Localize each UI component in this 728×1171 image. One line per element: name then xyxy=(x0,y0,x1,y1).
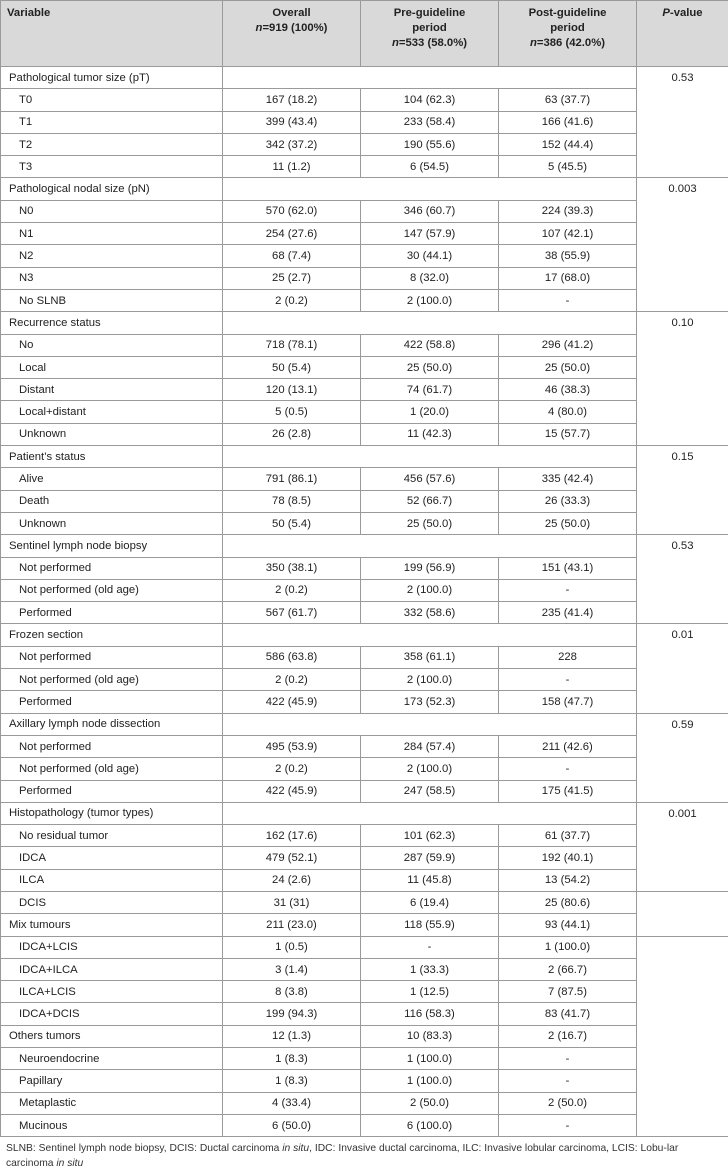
row-label: No residual tumor xyxy=(1,825,223,847)
post-cell: 211 (42.6) xyxy=(499,735,637,757)
group-label: Pathological nodal size (pN) xyxy=(1,178,223,200)
overall-cell: 78 (8.5) xyxy=(223,490,361,512)
group-row xyxy=(1,67,728,89)
overall-cell: 5 (0.5) xyxy=(223,401,361,423)
pre-cell: 74 (61.7) xyxy=(361,379,499,401)
row-label: Mix tumours xyxy=(1,914,223,936)
p-value-cell xyxy=(637,936,728,1137)
post-cell: 235 (41.4) xyxy=(499,602,637,624)
pre-cell: 25 (50.0) xyxy=(361,512,499,534)
group-label: Histopathology (tumor types) xyxy=(1,802,223,824)
group-row xyxy=(1,624,728,646)
table-row xyxy=(1,156,728,178)
overall-cell: 570 (62.0) xyxy=(223,200,361,222)
post-cell: 175 (41.5) xyxy=(499,780,637,802)
post-cell: 152 (44.4) xyxy=(499,133,637,155)
row-label: Alive xyxy=(1,468,223,490)
footnote-italic-1: in situ xyxy=(282,1143,309,1154)
post-cell: 1 (100.0) xyxy=(499,936,637,958)
overall-cell: 12 (1.3) xyxy=(223,1025,361,1047)
header-overall-count: =919 (100%) xyxy=(262,22,327,34)
post-cell: - xyxy=(499,1048,637,1070)
row-label: Performed xyxy=(1,780,223,802)
overall-cell: 50 (5.4) xyxy=(223,356,361,378)
p-value-cell: 0.53 xyxy=(637,535,728,624)
table-row xyxy=(1,133,728,155)
header-post-title: Post-guideline xyxy=(529,7,607,19)
row-label: Papillary xyxy=(1,1070,223,1092)
row-label: DCIS xyxy=(1,891,223,913)
footnote-text-2: , IDC: Invasive ductal carcinoma, ILC: Invasive lobular carcinoma, LCIS: Lobu-lar carcinoma xyxy=(6,1143,678,1169)
overall-cell: 2 (0.2) xyxy=(223,758,361,780)
table-row xyxy=(1,602,728,624)
post-cell: 25 (80.6) xyxy=(499,891,637,913)
pre-cell: 25 (50.0) xyxy=(361,356,499,378)
table-row xyxy=(1,267,728,289)
pre-cell: 233 (58.4) xyxy=(361,111,499,133)
row-label: IDCA+LCIS xyxy=(1,936,223,958)
post-cell: 4 (80.0) xyxy=(499,401,637,423)
row-label: Performed xyxy=(1,602,223,624)
row-label: IDCA+DCIS xyxy=(1,1003,223,1025)
row-label: N1 xyxy=(1,223,223,245)
post-cell: 26 (33.3) xyxy=(499,490,637,512)
table-body xyxy=(1,67,728,1137)
row-label: Metaplastic xyxy=(1,1092,223,1114)
row-label: N3 xyxy=(1,267,223,289)
overall-cell: 11 (1.2) xyxy=(223,156,361,178)
table-row xyxy=(1,200,728,222)
p-value-cell: 0.001 xyxy=(637,802,728,891)
table-header xyxy=(1,1,728,67)
table-row xyxy=(1,1048,728,1070)
pre-cell: 116 (58.3) xyxy=(361,1003,499,1025)
overall-cell: 211 (23.0) xyxy=(223,914,361,936)
table-row xyxy=(1,579,728,601)
pre-cell: 30 (44.1) xyxy=(361,245,499,267)
table-row xyxy=(1,468,728,490)
overall-cell: 4 (33.4) xyxy=(223,1092,361,1114)
overall-cell: 254 (27.6) xyxy=(223,223,361,245)
overall-cell: 342 (37.2) xyxy=(223,133,361,155)
pre-cell: 287 (59.9) xyxy=(361,847,499,869)
post-cell: 17 (68.0) xyxy=(499,267,637,289)
post-cell: 2 (50.0) xyxy=(499,1092,637,1114)
table-row xyxy=(1,289,728,311)
table-row xyxy=(1,936,728,958)
overall-cell: 791 (86.1) xyxy=(223,468,361,490)
header-overall-n: n xyxy=(256,22,263,34)
overall-cell: 68 (7.4) xyxy=(223,245,361,267)
table-row xyxy=(1,847,728,869)
header-variable: Variable xyxy=(1,1,223,67)
overall-cell: 1 (8.3) xyxy=(223,1048,361,1070)
group-label: Patient’s status xyxy=(1,446,223,468)
table-row xyxy=(1,557,728,579)
header-post-count: =386 (42.0%) xyxy=(537,37,605,49)
post-cell: 25 (50.0) xyxy=(499,356,637,378)
overall-cell: 120 (13.1) xyxy=(223,379,361,401)
header-post xyxy=(499,1,637,67)
row-label: No SLNB xyxy=(1,289,223,311)
pre-cell: 2 (100.0) xyxy=(361,669,499,691)
overall-cell: 422 (45.9) xyxy=(223,780,361,802)
post-cell: 151 (43.1) xyxy=(499,557,637,579)
pre-cell: 11 (45.8) xyxy=(361,869,499,891)
row-label: Not performed xyxy=(1,735,223,757)
table-row xyxy=(1,356,728,378)
pre-cell: 6 (100.0) xyxy=(361,1114,499,1136)
pre-cell: 1 (12.5) xyxy=(361,981,499,1003)
overall-cell: 495 (53.9) xyxy=(223,735,361,757)
overall-cell: 24 (2.6) xyxy=(223,869,361,891)
pre-cell: 284 (57.4) xyxy=(361,735,499,757)
pre-cell: 247 (58.5) xyxy=(361,780,499,802)
overall-cell: 2 (0.2) xyxy=(223,669,361,691)
post-cell: - xyxy=(499,579,637,601)
row-label: N0 xyxy=(1,200,223,222)
table-row xyxy=(1,401,728,423)
pre-cell: 2 (100.0) xyxy=(361,579,499,601)
overall-cell: 162 (17.6) xyxy=(223,825,361,847)
post-cell: 158 (47.7) xyxy=(499,691,637,713)
post-cell: 166 (41.6) xyxy=(499,111,637,133)
overall-cell: 399 (43.4) xyxy=(223,111,361,133)
group-spacer xyxy=(223,446,637,468)
row-label: Others tumors xyxy=(1,1025,223,1047)
table-row xyxy=(1,379,728,401)
group-label: Pathological tumor size (pT) xyxy=(1,67,223,89)
pre-cell: 8 (32.0) xyxy=(361,267,499,289)
pre-cell: 422 (58.8) xyxy=(361,334,499,356)
row-label: Unknown xyxy=(1,423,223,445)
table-row xyxy=(1,490,728,512)
group-row xyxy=(1,312,728,334)
row-label: No xyxy=(1,334,223,356)
footnote-italic-2: in situ xyxy=(56,1158,83,1169)
group-spacer xyxy=(223,713,637,735)
table-row xyxy=(1,825,728,847)
table-row xyxy=(1,223,728,245)
pre-cell: 1 (100.0) xyxy=(361,1070,499,1092)
row-label: Local xyxy=(1,356,223,378)
overall-cell: 422 (45.9) xyxy=(223,691,361,713)
header-overall-title: Overall xyxy=(272,7,310,19)
header-post-n: n xyxy=(530,37,537,49)
p-value-cell: 0.10 xyxy=(637,312,728,446)
table-row xyxy=(1,423,728,445)
row-label: Not performed xyxy=(1,646,223,668)
overall-cell: 3 (1.4) xyxy=(223,958,361,980)
table-row xyxy=(1,111,728,133)
row-label: Neuroendocrine xyxy=(1,1048,223,1070)
post-cell: 13 (54.2) xyxy=(499,869,637,891)
pre-cell: 11 (42.3) xyxy=(361,423,499,445)
group-row xyxy=(1,802,728,824)
row-label: T1 xyxy=(1,111,223,133)
overall-cell: 718 (78.1) xyxy=(223,334,361,356)
group-spacer xyxy=(223,535,637,557)
overall-cell: 167 (18.2) xyxy=(223,89,361,111)
header-overall xyxy=(223,1,361,67)
header-post-period: period xyxy=(550,22,585,34)
table-row xyxy=(1,891,728,913)
p-value-cell: 0.15 xyxy=(637,446,728,535)
header-p-value xyxy=(637,1,728,67)
header-pre-count: =533 (58.0%) xyxy=(399,37,467,49)
pre-cell: 456 (57.6) xyxy=(361,468,499,490)
pre-cell: 52 (66.7) xyxy=(361,490,499,512)
overall-cell: 350 (38.1) xyxy=(223,557,361,579)
table-row xyxy=(1,735,728,757)
table-row xyxy=(1,512,728,534)
overall-cell: 199 (94.3) xyxy=(223,1003,361,1025)
pre-cell: - xyxy=(361,936,499,958)
table-row xyxy=(1,1025,728,1047)
pre-cell: 332 (58.6) xyxy=(361,602,499,624)
overall-cell: 1 (8.3) xyxy=(223,1070,361,1092)
header-pre xyxy=(361,1,499,67)
row-label: N2 xyxy=(1,245,223,267)
group-row xyxy=(1,713,728,735)
table-row xyxy=(1,1092,728,1114)
pre-cell: 346 (60.7) xyxy=(361,200,499,222)
overall-cell: 50 (5.4) xyxy=(223,512,361,534)
table-row xyxy=(1,1114,728,1136)
post-cell: 2 (16.7) xyxy=(499,1025,637,1047)
overall-cell: 567 (61.7) xyxy=(223,602,361,624)
row-label: Unknown xyxy=(1,512,223,534)
group-spacer xyxy=(223,802,637,824)
p-value-cell: 0.53 xyxy=(637,67,728,178)
group-row xyxy=(1,178,728,200)
group-spacer xyxy=(223,312,637,334)
row-label: Not performed (old age) xyxy=(1,669,223,691)
table-row xyxy=(1,669,728,691)
group-label: Recurrence status xyxy=(1,312,223,334)
post-cell: 224 (39.3) xyxy=(499,200,637,222)
table-row xyxy=(1,1070,728,1092)
group-label: Sentinel lymph node biopsy xyxy=(1,535,223,557)
post-cell: - xyxy=(499,1070,637,1092)
pre-cell: 147 (57.9) xyxy=(361,223,499,245)
header-p-letter: P xyxy=(662,7,670,19)
overall-cell: 479 (52.1) xyxy=(223,847,361,869)
post-cell: - xyxy=(499,669,637,691)
pre-cell: 1 (100.0) xyxy=(361,1048,499,1070)
table-row xyxy=(1,758,728,780)
post-cell: 15 (57.7) xyxy=(499,423,637,445)
table-row xyxy=(1,691,728,713)
table-row xyxy=(1,780,728,802)
header-pre-n: n xyxy=(392,37,399,49)
post-cell: 7 (87.5) xyxy=(499,981,637,1003)
pre-cell: 173 (52.3) xyxy=(361,691,499,713)
table-row xyxy=(1,1003,728,1025)
row-label: Distant xyxy=(1,379,223,401)
table-row xyxy=(1,646,728,668)
pre-cell: 6 (54.5) xyxy=(361,156,499,178)
pre-cell: 2 (100.0) xyxy=(361,758,499,780)
row-label: Not performed xyxy=(1,557,223,579)
row-label: Not performed (old age) xyxy=(1,758,223,780)
post-cell: - xyxy=(499,758,637,780)
post-cell: 25 (50.0) xyxy=(499,512,637,534)
table-row xyxy=(1,958,728,980)
post-cell: 38 (55.9) xyxy=(499,245,637,267)
p-value-cell xyxy=(637,891,728,936)
post-cell: 335 (42.4) xyxy=(499,468,637,490)
overall-cell: 6 (50.0) xyxy=(223,1114,361,1136)
group-spacer xyxy=(223,67,637,89)
group-spacer xyxy=(223,178,637,200)
table-footnote xyxy=(0,1137,728,1171)
post-cell: - xyxy=(499,289,637,311)
post-cell: - xyxy=(499,1114,637,1136)
pre-cell: 190 (55.6) xyxy=(361,133,499,155)
row-label: T0 xyxy=(1,89,223,111)
p-value-cell: 0.003 xyxy=(637,178,728,312)
footnote-text-1: SLNB: Sentinel lymph node biopsy, DCIS: Ductal carcinoma xyxy=(6,1143,282,1154)
group-label: Frozen section xyxy=(1,624,223,646)
row-label: T2 xyxy=(1,133,223,155)
overall-cell: 25 (2.7) xyxy=(223,267,361,289)
pre-cell: 2 (50.0) xyxy=(361,1092,499,1114)
row-label: Not performed (old age) xyxy=(1,579,223,601)
table-row xyxy=(1,981,728,1003)
pre-cell: 104 (62.3) xyxy=(361,89,499,111)
post-cell: 63 (37.7) xyxy=(499,89,637,111)
header-pre-title: Pre-guideline xyxy=(394,7,466,19)
post-cell: 93 (44.1) xyxy=(499,914,637,936)
table-row xyxy=(1,334,728,356)
pre-cell: 1 (20.0) xyxy=(361,401,499,423)
row-label: Local+distant xyxy=(1,401,223,423)
group-row xyxy=(1,535,728,557)
group-label: Axillary lymph node dissection xyxy=(1,713,223,735)
pre-cell: 118 (55.9) xyxy=(361,914,499,936)
overall-cell: 31 (31) xyxy=(223,891,361,913)
post-cell: 296 (41.2) xyxy=(499,334,637,356)
overall-cell: 2 (0.2) xyxy=(223,579,361,601)
row-label: Mucinous xyxy=(1,1114,223,1136)
row-label: IDCA xyxy=(1,847,223,869)
row-label: Performed xyxy=(1,691,223,713)
pre-cell: 358 (61.1) xyxy=(361,646,499,668)
row-label: Death xyxy=(1,490,223,512)
row-label: ILCA xyxy=(1,869,223,891)
post-cell: 107 (42.1) xyxy=(499,223,637,245)
pre-cell: 1 (33.3) xyxy=(361,958,499,980)
post-cell: 83 (41.7) xyxy=(499,1003,637,1025)
pre-cell: 10 (83.3) xyxy=(361,1025,499,1047)
pre-cell: 199 (56.9) xyxy=(361,557,499,579)
post-cell: 46 (38.3) xyxy=(499,379,637,401)
row-label: IDCA+ILCA xyxy=(1,958,223,980)
pre-cell: 6 (19.4) xyxy=(361,891,499,913)
post-cell: 2 (66.7) xyxy=(499,958,637,980)
post-cell: 192 (40.1) xyxy=(499,847,637,869)
table-row xyxy=(1,245,728,267)
post-cell: 61 (37.7) xyxy=(499,825,637,847)
header-p-suffix: -value xyxy=(670,7,703,19)
p-value-cell: 0.01 xyxy=(637,624,728,713)
overall-cell: 1 (0.5) xyxy=(223,936,361,958)
header-pre-period: period xyxy=(412,22,447,34)
pre-cell: 101 (62.3) xyxy=(361,825,499,847)
post-cell: 5 (45.5) xyxy=(499,156,637,178)
overall-cell: 2 (0.2) xyxy=(223,289,361,311)
overall-cell: 26 (2.8) xyxy=(223,423,361,445)
row-label: ILCA+LCIS xyxy=(1,981,223,1003)
p-value-cell: 0.59 xyxy=(637,713,728,802)
table-row xyxy=(1,914,728,936)
row-label: T3 xyxy=(1,156,223,178)
post-cell: 228 xyxy=(499,646,637,668)
overall-cell: 586 (63.8) xyxy=(223,646,361,668)
group-spacer xyxy=(223,624,637,646)
pre-cell: 2 (100.0) xyxy=(361,289,499,311)
group-row xyxy=(1,446,728,468)
table-row xyxy=(1,869,728,891)
overall-cell: 8 (3.8) xyxy=(223,981,361,1003)
table-row xyxy=(1,89,728,111)
